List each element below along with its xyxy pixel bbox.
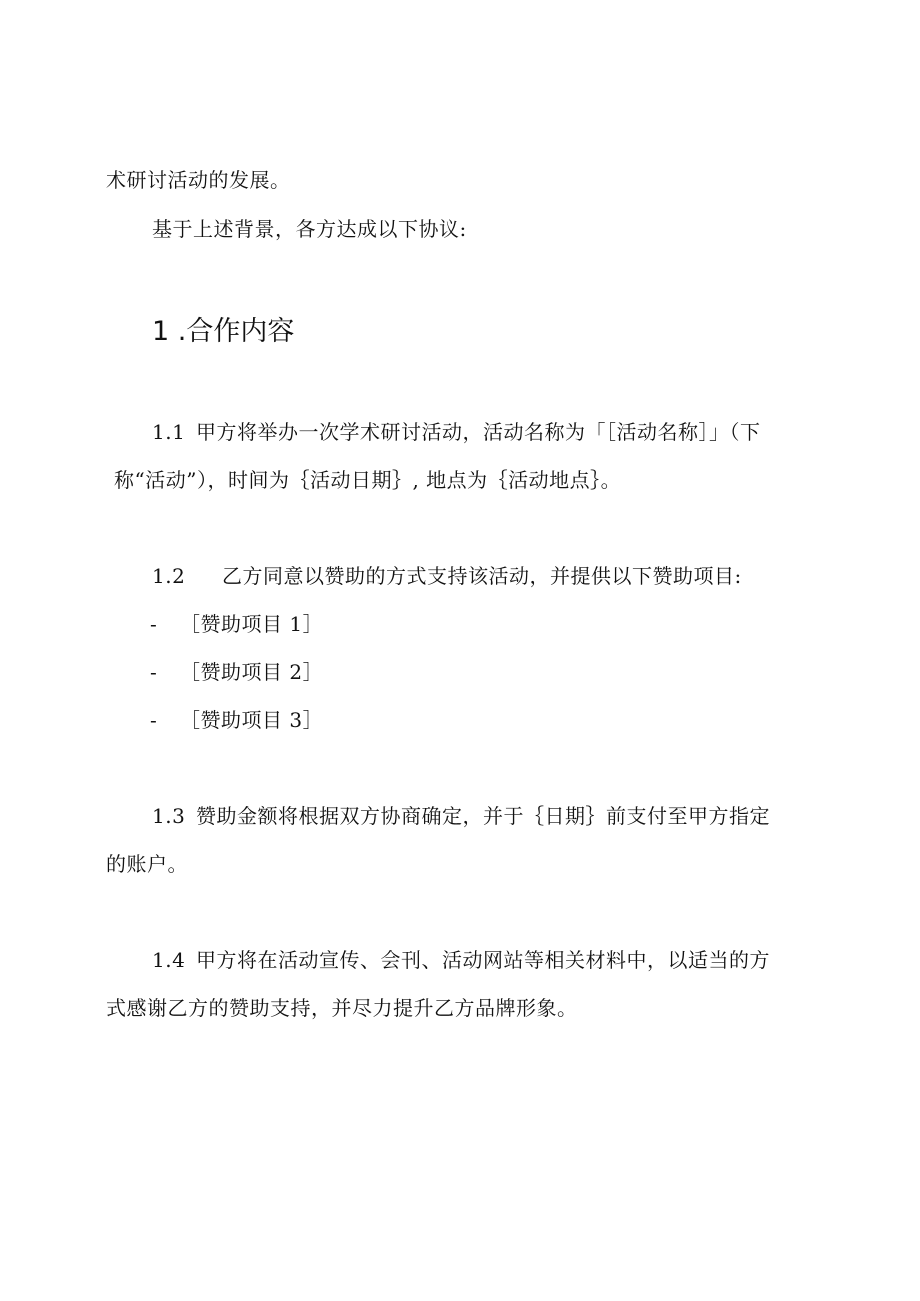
sponsor-item: [150, 610, 323, 638]
clause-number: 1.3: [152, 804, 186, 828]
clause-number: 1.2: [152, 564, 186, 588]
clause-text: 甲方将举办一次学术研讨活动，活动名称为「［活动名称］」（下: [196, 420, 761, 444]
clause-1-2-line-1: [152, 562, 742, 590]
clause-text: 乙方同意以赞助的方式支持该活动，并提供以下赞助项目:: [222, 564, 742, 588]
section-heading: 1 .合作内容: [152, 316, 295, 347]
sponsor-item-text: ［赞助项目 1］: [180, 612, 324, 636]
sponsor-item-text: ［赞助项目 3］: [180, 708, 324, 732]
clause-text: 赞助金额将根据双方协商确定，并于｛日期｝前支付至甲方指定: [196, 804, 770, 828]
sponsor-item: [150, 658, 323, 686]
clause-1-1-line-1: [152, 418, 761, 446]
bullet-dash: -: [150, 612, 158, 636]
clause-1-3-line-2: 的账户。: [106, 852, 188, 876]
sponsor-item: [150, 706, 323, 734]
clause-1-4-line-2: 式感谢乙方的赞助支持，并尽力提升乙方品牌形象。: [106, 996, 578, 1020]
bullet-dash: -: [150, 708, 158, 732]
clause-number: 1.1: [152, 420, 186, 444]
continuation-text: 术研讨活动的发展。: [106, 168, 291, 192]
sponsor-item-text: ［赞助项目 2］: [180, 660, 324, 684]
intro-paragraph: 基于上述背景，各方达成以下协议:: [152, 217, 467, 241]
clause-1-4-line-1: [152, 946, 770, 974]
clause-1-3-line-1: [152, 802, 770, 830]
clause-1-1-line-2: 称“活动”），时间为｛活动日期｝, 地点为｛活动地点｝。: [114, 468, 622, 492]
bullet-dash: -: [150, 660, 158, 684]
clause-text: 甲方将在活动宣传、会刊、活动网站等相关材料中，以适当的方: [196, 948, 770, 972]
clause-number: 1.4: [152, 948, 186, 972]
